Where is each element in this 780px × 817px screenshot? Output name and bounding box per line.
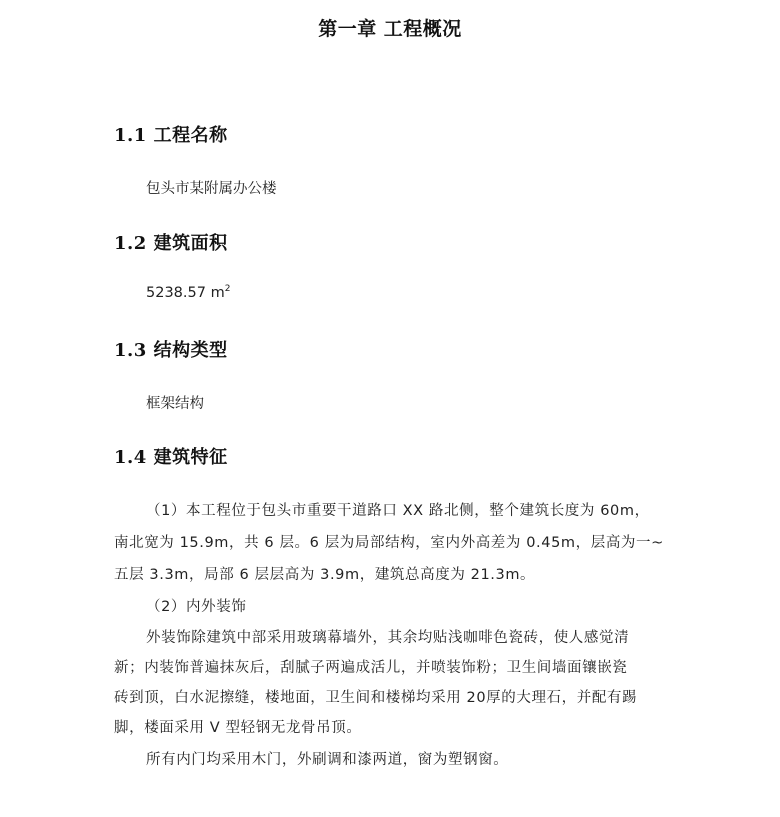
feature-line-5: 外装饰除建筑中部采用玻璃幕墙外，其余均贴浅咖啡色瓷砖，使人感觉清 xyxy=(146,630,630,646)
section-body-structure-type: 框架结构 xyxy=(146,396,204,412)
feature-line-7: 砖到顶，白水泥擦缝，楼地面，卫生间和楼梯均采用 20厚的大理石，并配有踢 xyxy=(114,690,638,706)
section-body-project-name: 包头市某附属办公楼 xyxy=(146,181,277,197)
section-heading-project-name: 1.1 工程名称 xyxy=(114,125,228,146)
building-area-value: 5238.57 m xyxy=(146,285,225,301)
feature-line-6: 新；内装饰普遍抹灰后，刮腻子两遍成活儿，并喷装饰粉；卫生间墙面镶嵌瓷 xyxy=(114,660,628,676)
section-heading-building-features: 1.4 建筑特征 xyxy=(114,447,228,468)
chapter-title: 第一章 工程概况 xyxy=(318,18,462,40)
feature-line-2: 南北宽为 15.9m，共 6 层。6 层为局部结构，室内外高差为 0.45m，层高为一~ xyxy=(114,535,664,551)
feature-line-3: 五层 3.3m，局部 6 层层高为 3.9m，建筑总高度为 21.3m。 xyxy=(114,567,536,583)
section-heading-building-area: 1.2 建筑面积 xyxy=(114,233,228,254)
area-unit-superscript: 2 xyxy=(224,284,231,294)
feature-line-9: 所有内门均采用木门，外刷调和漆两道，窗为塑钢窗。 xyxy=(146,752,509,768)
feature-line-1: （1）本工程位于包头市重要干道路口 XX 路北侧，整个建筑长度为 60m， xyxy=(146,503,650,519)
feature-subheading-decoration: （2）内外装饰 xyxy=(146,599,247,615)
section-heading-structure-type: 1.3 结构类型 xyxy=(114,340,228,361)
section-body-building-area xyxy=(146,284,230,301)
feature-line-8: 脚，楼面采用 V 型轻钢无龙骨吊顶。 xyxy=(114,720,362,736)
